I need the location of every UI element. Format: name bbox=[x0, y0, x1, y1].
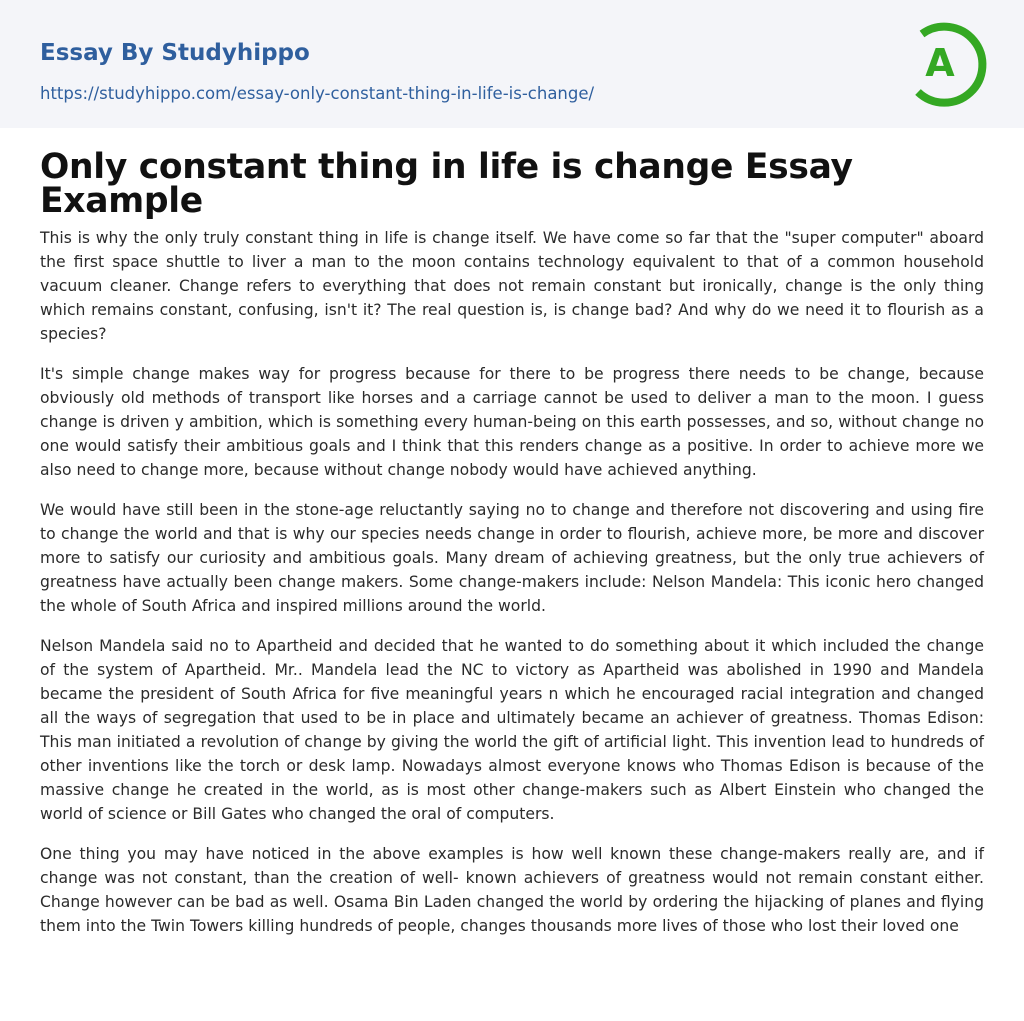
site-brand[interactable]: Essay By Studyhippo bbox=[40, 40, 310, 66]
logo-letter: A bbox=[925, 41, 955, 85]
essay-url-link[interactable]: https://studyhippo.com/essay-only-constant-thing-in-life-is-change/ bbox=[40, 84, 595, 103]
site-header bbox=[0, 0, 1024, 128]
essay-paragraph: This is why the only truly constant thing in life is change itself. We have come so far that the "super computer" aboard the first space shuttle to liver a man to the moon contains technology equivalent to that of a common household vacuum cleaner. Change refers to everything that does not remain constant but ironically, change is the only thing which remains constant, confusing, isn't it? The real question is, is change bad? And why do we need it to flourish as a species? bbox=[40, 229, 984, 343]
essay-paragraph: Nelson Mandela said no to Apartheid and decided that he wanted to do something about it which included the change of the system of Apartheid. Mr.. Mandela lead the NC to victory as Apartheid was abolished in 1990 and Mandela became the president of South Africa for five meaningful years n which he encouraged racial integration and changed all the ways of segregation that used to be in place and ultimately became an achiever of greatness. Thomas Edison: This man initiated a revolution of change by giving the world the gift of artificial light. This invention lead to hundreds of other inventions like the torch or desk lamp. Nowadays almost everyone knows who Thomas Edison is because of the massive change he created in the world, as is most other change-makers such as Albert Einstein who changed the world of science or Bill Gates who changed the oral of computers. bbox=[40, 637, 984, 823]
essay-paragraph: We would have still been in the stone-age reluctantly saying no to change and therefore not discovering and using fire to change the world and that is why our species needs change in order to flourish, achieve more, be more and discover more to satisfy our curiosity and ambitious goals. Many dream of achieving greatness, but the only true achievers of greatness have actually been change makers. Some change-makers include: Nelson Mandela: This iconic hero changed the whole of South Africa and inspired millions around the world. bbox=[40, 501, 984, 615]
essay-paragraph: It's simple change makes way for progress because for there to be progress there needs to be change, because obviously old methods of transport like horses and a carriage cannot be used to deliver a man to the moon. I guess change is driven y ambition, which is something every human-being on this earth possesses, and so, without change no one would satisfy their ambitious goals and I think that this renders change as a positive. In order to achieve more we also need to change more, because without change nobody would have achieved anything. bbox=[40, 365, 984, 479]
essay-paragraph: One thing you may have noticed in the above examples is how well known these change-makers really are, and if change was not constant, than the creation of well- known achievers of greatness would not remain constant either. Change however can be bad as well. Osama Bin Laden changed the world by ordering the hijacking of planes and flying them into the Twin Towers killing hundreds of people, changes thousands more lives of those who lost their loved one bbox=[40, 845, 984, 935]
essay-content bbox=[0, 128, 1024, 938]
studyhippo-logo[interactable] bbox=[910, 16, 990, 108]
essay-title: Only constant thing in life is change Essay Example bbox=[40, 147, 853, 221]
logo-ring-icon bbox=[910, 16, 990, 108]
